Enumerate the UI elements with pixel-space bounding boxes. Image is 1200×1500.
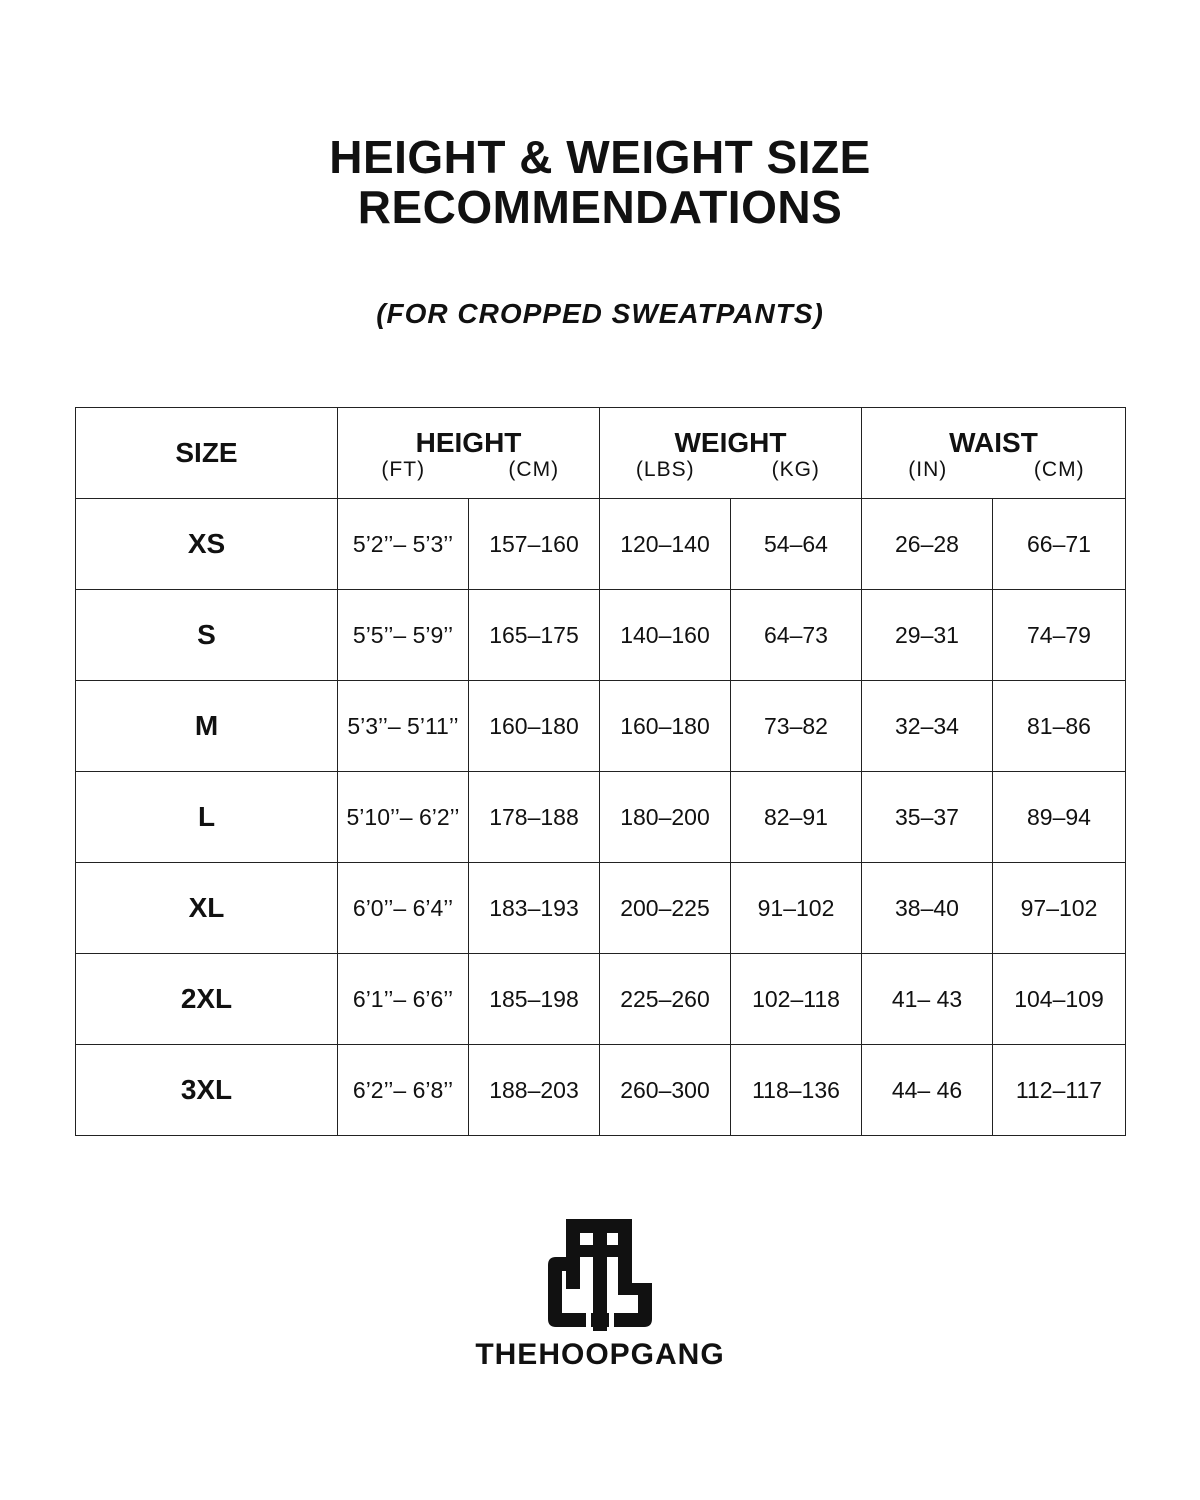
weight-lbs-cell: 225–260 (600, 954, 731, 1045)
waist-unit-in: (IN) (908, 458, 948, 481)
weight-lbs-cell: 160–180 (600, 681, 731, 772)
thg-monogram-icon (546, 1215, 654, 1333)
table-row (76, 499, 1126, 590)
weight-kg-cell: 64–73 (731, 590, 862, 681)
height-cm-cell: 185–198 (469, 954, 600, 1045)
height-cm-cell: 183–193 (469, 863, 600, 954)
waist-cm-cell: 81–86 (993, 681, 1126, 772)
waist-cm-cell: 97–102 (993, 863, 1126, 954)
table-row (76, 863, 1126, 954)
table-header-row (76, 408, 1126, 499)
height-unit-cm: (CM) (508, 458, 560, 481)
weight-kg-cell: 73–82 (731, 681, 862, 772)
waist-header-title: WAIST (949, 427, 1038, 458)
weight-kg-cell: 91–102 (731, 863, 862, 954)
height-cm-cell: 157–160 (469, 499, 600, 590)
weight-lbs-cell: 260–300 (600, 1045, 731, 1136)
table-row (76, 954, 1126, 1045)
size-chart-table (75, 407, 1126, 1136)
size-cell: XL (76, 863, 338, 954)
height-cm-cell: 178–188 (469, 772, 600, 863)
subtitle: (FOR CROPPED SWEATPANTS) (376, 298, 824, 329)
title-line-2: RECOMMENDATIONS (357, 181, 843, 233)
height-cm-cell: 188–203 (469, 1045, 600, 1136)
size-cell: XS (76, 499, 338, 590)
waist-in-cell: 44– 46 (862, 1045, 993, 1136)
weight-kg-cell: 54–64 (731, 499, 862, 590)
height-ft-cell: 5’3’’– 5’11’’ (338, 681, 469, 772)
size-cell: 2XL (76, 954, 338, 1045)
waist-in-cell: 32–34 (862, 681, 993, 772)
weight-lbs-cell: 180–200 (600, 772, 731, 863)
height-ft-cell: 6’2’’– 6’8’’ (338, 1045, 469, 1136)
waist-in-cell: 38–40 (862, 863, 993, 954)
waist-in-cell: 29–31 (862, 590, 993, 681)
height-ft-cell: 6’1’’– 6’6’’ (338, 954, 469, 1045)
waist-in-cell: 41– 43 (862, 954, 993, 1045)
table-row (76, 681, 1126, 772)
waist-cm-cell: 66–71 (993, 499, 1126, 590)
height-ft-cell: 6’0’’– 6’4’’ (338, 863, 469, 954)
title-line-1: HEIGHT & WEIGHT SIZE (329, 131, 871, 183)
weight-lbs-cell: 120–140 (600, 499, 731, 590)
waist-cm-cell: 104–109 (993, 954, 1126, 1045)
weight-column-header (600, 408, 862, 499)
waist-cm-cell: 74–79 (993, 590, 1126, 681)
weight-lbs-cell: 200–225 (600, 863, 731, 954)
height-ft-cell: 5’5’’– 5’9’’ (338, 590, 469, 681)
size-cell: M (76, 681, 338, 772)
weight-kg-cell: 118–136 (731, 1045, 862, 1136)
size-cell: 3XL (76, 1045, 338, 1136)
waist-unit-cm: (CM) (1033, 458, 1085, 481)
height-cm-cell: 165–175 (469, 590, 600, 681)
size-cell: L (76, 772, 338, 863)
table-row (76, 772, 1126, 863)
size-column-header: SIZE (76, 408, 338, 499)
weight-header-title: WEIGHT (674, 427, 787, 458)
size-cell: S (76, 590, 338, 681)
page-title (0, 132, 1200, 232)
brand-name: THEHOOPGANG (475, 1338, 725, 1371)
waist-column-header (862, 408, 1126, 499)
weight-kg-cell: 82–91 (731, 772, 862, 863)
weight-unit-kg: (KG) (771, 458, 820, 481)
table-row (76, 590, 1126, 681)
waist-cm-cell: 89–94 (993, 772, 1126, 863)
weight-unit-lbs: (LBS) (635, 458, 695, 481)
height-ft-cell: 5’10’’– 6’2’’ (338, 772, 469, 863)
weight-kg-cell: 102–118 (731, 954, 862, 1045)
height-column-header (338, 408, 600, 499)
height-cm-cell: 160–180 (469, 681, 600, 772)
waist-cm-cell: 112–117 (993, 1045, 1126, 1136)
waist-in-cell: 26–28 (862, 499, 993, 590)
weight-lbs-cell: 140–160 (600, 590, 731, 681)
waist-in-cell: 35–37 (862, 772, 993, 863)
height-ft-cell: 5’2’’– 5’3’’ (338, 499, 469, 590)
height-unit-ft: (FT) (381, 458, 426, 481)
height-header-title: HEIGHT (415, 427, 522, 458)
table-row (76, 1045, 1126, 1136)
